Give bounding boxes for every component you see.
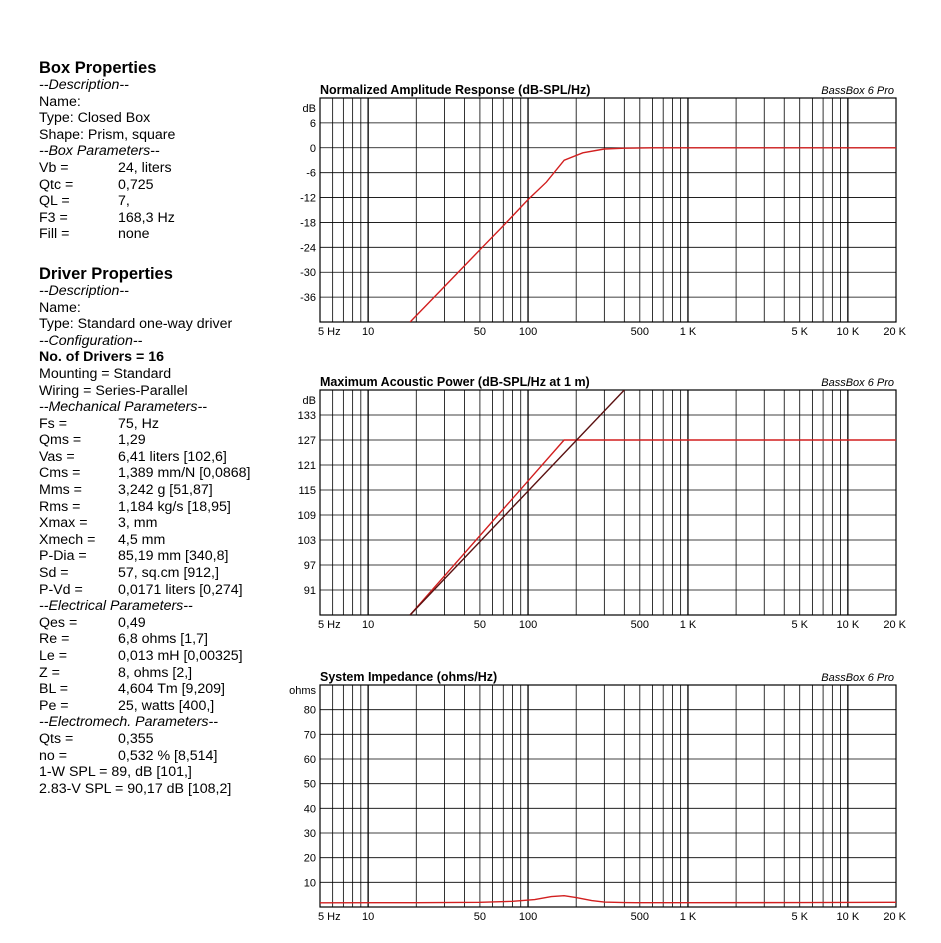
driver-param-label: P-Dia = bbox=[39, 548, 87, 565]
driver-line: Mounting = Standard bbox=[39, 365, 172, 382]
x-tick-label: 5 Hz bbox=[318, 326, 341, 338]
x-tick-label: 500 bbox=[630, 326, 649, 338]
driver-param-label: Qts = bbox=[39, 730, 74, 747]
driver-param-value: 1,389 mm/N [0,0868] bbox=[118, 465, 251, 482]
x-tick-label: 10 K bbox=[836, 326, 860, 338]
x-tick-label: 50 bbox=[473, 619, 487, 631]
y-tick-label: 60 bbox=[303, 754, 316, 766]
y-tick-label: 109 bbox=[297, 510, 316, 522]
y-tick-label: 20 bbox=[303, 852, 316, 865]
y-tick-label: 91 bbox=[303, 585, 316, 597]
box-param-label: F3 = bbox=[39, 209, 68, 226]
driver-param-value: 4,604 Tm [9,209] bbox=[118, 681, 226, 698]
driver-param-value: 75, Hz bbox=[118, 415, 160, 432]
driver-line: No. of Drivers = 16 bbox=[39, 349, 164, 366]
brand-label: BassBox 6 Pro bbox=[821, 672, 894, 684]
x-tick-label: 20 K bbox=[883, 911, 906, 923]
box-param-label: Qtc = bbox=[39, 176, 74, 193]
x-tick-label: 5 K bbox=[791, 619, 808, 631]
box-param-value: 168,3 Hz bbox=[118, 209, 175, 226]
y-tick-label: 30 bbox=[303, 828, 316, 840]
plot-frame bbox=[320, 98, 896, 322]
y-tick-label: -30 bbox=[300, 267, 316, 280]
box-param-label: QL = bbox=[39, 193, 70, 210]
y-tick-label: 40 bbox=[303, 803, 316, 816]
driver-param-label: Qes = bbox=[39, 614, 78, 631]
brand-label: BassBox 6 Pro bbox=[821, 377, 894, 389]
y-tick-label: 10 bbox=[303, 877, 316, 890]
driver-param-label: Qms = bbox=[39, 432, 82, 449]
y-tick-label: -24 bbox=[300, 242, 316, 255]
y-tick-label: 133 bbox=[297, 410, 316, 422]
box-line: Name: bbox=[39, 93, 81, 110]
y-tick-label: 127 bbox=[297, 435, 316, 447]
box-param-value: none bbox=[118, 226, 150, 243]
driver-param-label: Mms = bbox=[39, 482, 82, 499]
driver-param-label: Cms = bbox=[39, 465, 81, 482]
driver-param-value: 85,19 mm [340,8] bbox=[118, 548, 229, 565]
y-tick-label: -36 bbox=[300, 292, 316, 305]
chart-title: Normalized Amplitude Response (dB-SPL/Hz) bbox=[320, 83, 591, 97]
driver-param-label: Vas = bbox=[39, 448, 75, 465]
chart-3 bbox=[289, 670, 907, 923]
x-tick-label: 10 bbox=[362, 326, 375, 338]
plot-frame bbox=[320, 685, 896, 907]
chart-title: System Impedance (ohms/Hz) bbox=[320, 670, 498, 684]
y-tick-label: 50 bbox=[303, 778, 316, 791]
brand-label: BassBox 6 Pro bbox=[821, 85, 894, 97]
driver-line: Type: Standard one-way driver bbox=[39, 316, 233, 333]
driver-param-label: Le = bbox=[39, 648, 68, 664]
y-tick-label: -6 bbox=[306, 167, 316, 180]
driver-param-label: Pe = bbox=[39, 697, 69, 714]
box-properties-title: Box Properties bbox=[39, 59, 157, 77]
driver-line: --Mechanical Parameters-- bbox=[39, 399, 207, 416]
y-tick-label: 70 bbox=[303, 729, 316, 742]
driver-param-label: Z = bbox=[39, 664, 60, 681]
chart-1 bbox=[300, 83, 907, 338]
driver-param-label: Xmax = bbox=[39, 515, 88, 532]
x-tick-label: 5 K bbox=[791, 911, 808, 923]
x-tick-label: 10 K bbox=[836, 619, 860, 631]
driver-param-value: 57, sq.cm [912,] bbox=[118, 565, 219, 582]
x-tick-label: 10 bbox=[362, 619, 375, 631]
driver-param-value: 25, watts [400,] bbox=[118, 697, 215, 714]
y-tick-label: 115 bbox=[298, 485, 316, 497]
driver-param-value: 0,355 bbox=[118, 730, 154, 747]
box-line: --Box Parameters-- bbox=[39, 143, 160, 160]
driver-properties-title: Driver Properties bbox=[39, 264, 173, 283]
driver-line: 1-W SPL = 89, dB [101,] bbox=[39, 764, 192, 781]
x-tick-label: 1 K bbox=[679, 619, 697, 631]
driver-line: 2.83-V SPL = 90,17 dB [108,2] bbox=[39, 780, 232, 797]
x-tick-label: 100 bbox=[518, 326, 538, 338]
box-param-label: Fill = bbox=[39, 226, 70, 243]
series-line-2 bbox=[410, 390, 624, 615]
driver-param-value: 0,013 mH [0,00325] bbox=[118, 648, 243, 664]
box-param-value: 0,725 bbox=[118, 176, 154, 193]
y-tick-label: 80 bbox=[303, 704, 316, 717]
driver-param-value: 1,184 kg/s [18,95] bbox=[118, 498, 231, 515]
driver-param-value: 3, mm bbox=[118, 515, 158, 532]
box-param-value: 24, liters bbox=[118, 159, 172, 176]
x-tick-label: 50 bbox=[473, 911, 487, 923]
y-tick-label: 6 bbox=[309, 117, 316, 130]
driver-line: Wiring = Series-Parallel bbox=[39, 382, 188, 399]
box-line: Shape: Prism, square bbox=[39, 126, 176, 143]
x-tick-label: 5 Hz bbox=[318, 911, 341, 923]
driver-param-label: Fs = bbox=[39, 415, 67, 432]
x-tick-label: 500 bbox=[630, 619, 649, 631]
x-tick-label: 5 Hz bbox=[318, 619, 341, 631]
y-tick-label: 0 bbox=[309, 142, 316, 155]
driver-line: --Electromech. Parameters-- bbox=[39, 714, 218, 731]
x-tick-label: 1 K bbox=[679, 911, 697, 923]
box-line: --Description-- bbox=[39, 77, 129, 93]
driver-param-value: 0,0171 liters [0,274] bbox=[118, 581, 243, 598]
y-tick-label: 97 bbox=[303, 560, 316, 572]
plot-frame bbox=[320, 390, 896, 615]
y-tick-label: -12 bbox=[300, 192, 316, 205]
x-tick-label: 100 bbox=[518, 619, 538, 631]
y-tick-label: 121 bbox=[297, 460, 316, 472]
y-unit-label: dB bbox=[302, 395, 316, 407]
driver-param-value: 6,8 ohms [1,7] bbox=[118, 631, 208, 648]
driver-param-label: P-Vd = bbox=[39, 581, 83, 598]
driver-param-label: Re = bbox=[39, 631, 70, 648]
driver-param-label: Rms = bbox=[39, 498, 81, 515]
x-tick-label: 1 K bbox=[679, 326, 697, 338]
driver-line: --Electrical Parameters-- bbox=[39, 598, 193, 615]
x-tick-label: 500 bbox=[630, 911, 649, 923]
box-param-label: Vb = bbox=[39, 159, 69, 176]
x-tick-label: 5 K bbox=[791, 326, 808, 338]
driver-param-label: Sd = bbox=[39, 565, 69, 582]
series-line-1 bbox=[320, 896, 896, 903]
x-tick-label: 20 K bbox=[883, 619, 906, 631]
y-unit-label: dB bbox=[302, 103, 316, 115]
driver-param-label: Xmech = bbox=[39, 531, 96, 548]
y-tick-label: -18 bbox=[300, 217, 316, 230]
driver-param-value: 8, ohms [2,] bbox=[118, 664, 193, 681]
driver-param-value: 4,5 mm bbox=[118, 531, 166, 548]
driver-line: Name: bbox=[39, 299, 81, 316]
driver-param-value: 0,532 % [8,514] bbox=[118, 747, 218, 764]
driver-param-label: BL = bbox=[39, 681, 69, 698]
chart-title: Maximum Acoustic Power (dB-SPL/Hz at 1 m) bbox=[320, 375, 590, 389]
x-tick-label: 10 K bbox=[836, 911, 860, 923]
driver-param-value: 1,29 bbox=[118, 432, 146, 449]
y-tick-label: 103 bbox=[297, 535, 316, 547]
driver-param-value: 6,41 liters [102,6] bbox=[118, 448, 227, 465]
x-tick-label: 10 bbox=[362, 911, 375, 923]
x-tick-label: 50 bbox=[473, 326, 487, 338]
box-line: Type: Closed Box bbox=[39, 110, 151, 127]
driver-param-value: 3,242 g [51,87] bbox=[118, 482, 213, 499]
box-param-value: 7, bbox=[118, 193, 130, 210]
driver-param-value: 0,49 bbox=[118, 614, 146, 631]
x-tick-label: 100 bbox=[518, 911, 538, 923]
chart-2 bbox=[298, 375, 907, 631]
driver-line: --Configuration-- bbox=[39, 332, 143, 349]
y-unit-label: ohms bbox=[289, 685, 316, 697]
driver-line: --Description-- bbox=[39, 282, 129, 299]
x-tick-label: 20 K bbox=[883, 326, 906, 338]
driver-param-label: no = bbox=[39, 747, 68, 764]
